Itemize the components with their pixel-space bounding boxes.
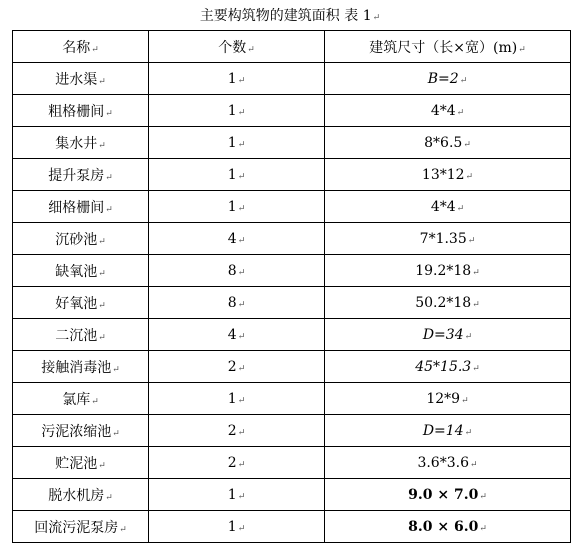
cell-name: 好氧池↵ [13,287,149,319]
paragraph-mark-icon: ↵ [237,107,246,118]
paragraph-mark-icon: ↵ [98,140,106,151]
cell-count: 2↵ [149,447,325,479]
paragraph-mark-icon: ↵ [518,44,526,55]
cell-name: 细格栅间↵ [13,191,149,223]
cell-count: 4↵ [149,223,325,255]
cell-size: 13*12↵ [325,159,571,191]
paragraph-mark-icon: ↵ [98,300,106,311]
paragraph-mark-icon: ↵ [472,267,480,278]
cell-size: D=14↵ [325,415,571,447]
cell-count: 4↵ [149,319,325,351]
cell-count: 1↵ [149,511,325,543]
cell-name: 污泥浓缩池↵ [13,415,149,447]
paragraph-mark-icon: ↵ [237,299,246,310]
cell-name: 二沉池↵ [13,319,149,351]
paragraph-mark-icon: ↵ [237,459,246,470]
table-row [13,447,571,479]
paragraph-mark-icon: ↵ [237,491,246,502]
paragraph-mark-icon: ↵ [98,268,106,279]
cell-name: 回流污泥泵房↵ [13,511,149,543]
paragraph-mark-icon: ↵ [464,331,473,342]
cell-size: 12*9↵ [325,383,571,415]
paragraph-mark-icon: ↵ [98,332,106,343]
cell-count: 8↵ [149,287,325,319]
paragraph-mark-icon: ↵ [372,13,381,23]
paragraph-mark-icon: ↵ [237,139,246,150]
paragraph-mark-icon: ↵ [105,108,113,119]
cell-size: 4*4↵ [325,191,571,223]
paragraph-mark-icon: ↵ [456,203,465,214]
cell-count: 8↵ [149,255,325,287]
table-row [13,255,571,287]
table-row [13,479,571,511]
table-row [13,127,571,159]
table-row [13,95,571,127]
cell-name: 粗格栅间↵ [13,95,149,127]
paragraph-mark-icon: ↵ [105,492,113,503]
paragraph-mark-icon: ↵ [459,75,468,86]
paragraph-mark-icon: ↵ [456,107,465,118]
table-row [13,383,571,415]
cell-name: 贮泥池↵ [13,447,149,479]
paragraph-mark-icon: ↵ [237,427,246,438]
caption-text: 主要构筑物的建筑面积 表 1 [199,8,372,24]
cell-count: 1↵ [149,127,325,159]
table-caption [0,6,580,28]
paragraph-mark-icon: ↵ [237,331,246,342]
paragraph-mark-icon: ↵ [98,76,106,87]
paragraph-mark-icon: ↵ [464,427,473,438]
paragraph-mark-icon: ↵ [119,524,127,535]
cell-count: 2↵ [149,351,325,383]
paragraph-mark-icon: ↵ [237,523,246,534]
header-name: 名称↵ [13,31,149,63]
cell-name: 提升泵房↵ [13,159,149,191]
paragraph-mark-icon: ↵ [91,44,99,55]
cell-count: 1↵ [149,191,325,223]
paragraph-mark-icon: ↵ [461,395,469,406]
paragraph-mark-icon: ↵ [105,172,113,183]
paragraph-mark-icon: ↵ [237,75,246,86]
table-header-row [13,31,571,63]
cell-name: 脱水机房↵ [13,479,149,511]
cell-size: 19.2*18↵ [325,255,571,287]
paragraph-mark-icon: ↵ [479,491,487,502]
paragraph-mark-icon: ↵ [237,363,246,374]
paragraph-mark-icon: ↵ [98,460,106,471]
cell-name: 氯库↵ [13,383,149,415]
cell-size: 50.2*18↵ [325,287,571,319]
paragraph-mark-icon: ↵ [98,236,106,247]
header-size: 建筑尺寸（长×宽）(m)↵ [325,31,571,63]
paragraph-mark-icon: ↵ [469,459,478,470]
cell-size: 45*15.3↵ [325,351,571,383]
cell-size: 4*4↵ [325,95,571,127]
cell-size: D=34↵ [325,319,571,351]
table-row [13,415,571,447]
paragraph-mark-icon: ↵ [472,363,480,374]
structures-table [12,30,571,543]
paragraph-mark-icon: ↵ [91,396,99,407]
paragraph-mark-icon: ↵ [112,364,120,375]
cell-size: 7*1.35↵ [325,223,571,255]
table-row [13,63,571,95]
paragraph-mark-icon: ↵ [237,395,246,406]
paragraph-mark-icon: ↵ [467,235,476,246]
paragraph-mark-icon: ↵ [465,171,474,182]
structures-table-body [13,31,571,543]
cell-name: 集水井↵ [13,127,149,159]
cell-size: 8.0 × 6.0↵ [325,511,571,543]
paragraph-mark-icon: ↵ [463,139,471,150]
table-row [13,191,571,223]
cell-size: B=2↵ [325,63,571,95]
header-count: 个数↵ [149,31,325,63]
cell-count: 2↵ [149,415,325,447]
table-row [13,223,571,255]
table-row [13,511,571,543]
paragraph-mark-icon: ↵ [112,428,120,439]
cell-count: 1↵ [149,479,325,511]
paragraph-mark-icon: ↵ [237,267,246,278]
cell-name: 进水渠↵ [13,63,149,95]
paragraph-mark-icon: ↵ [247,44,255,55]
paragraph-mark-icon: ↵ [105,204,113,215]
paragraph-mark-icon: ↵ [472,299,480,310]
paragraph-mark-icon: ↵ [237,235,246,246]
cell-size: 3.6*3.6↵ [325,447,571,479]
table-row [13,319,571,351]
table-row [13,351,571,383]
cell-count: 1↵ [149,63,325,95]
cell-count: 1↵ [149,159,325,191]
cell-size: 8*6.5↵ [325,127,571,159]
paragraph-mark-icon: ↵ [237,171,246,182]
cell-count: 1↵ [149,95,325,127]
cell-name: 接触消毒池↵ [13,351,149,383]
cell-name: 缺氧池↵ [13,255,149,287]
table-row [13,287,571,319]
paragraph-mark-icon: ↵ [237,203,246,214]
table-row [13,159,571,191]
cell-count: 1↵ [149,383,325,415]
paragraph-mark-icon: ↵ [479,523,487,534]
cell-size: 9.0 × 7.0↵ [325,479,571,511]
cell-name: 沉砂池↵ [13,223,149,255]
